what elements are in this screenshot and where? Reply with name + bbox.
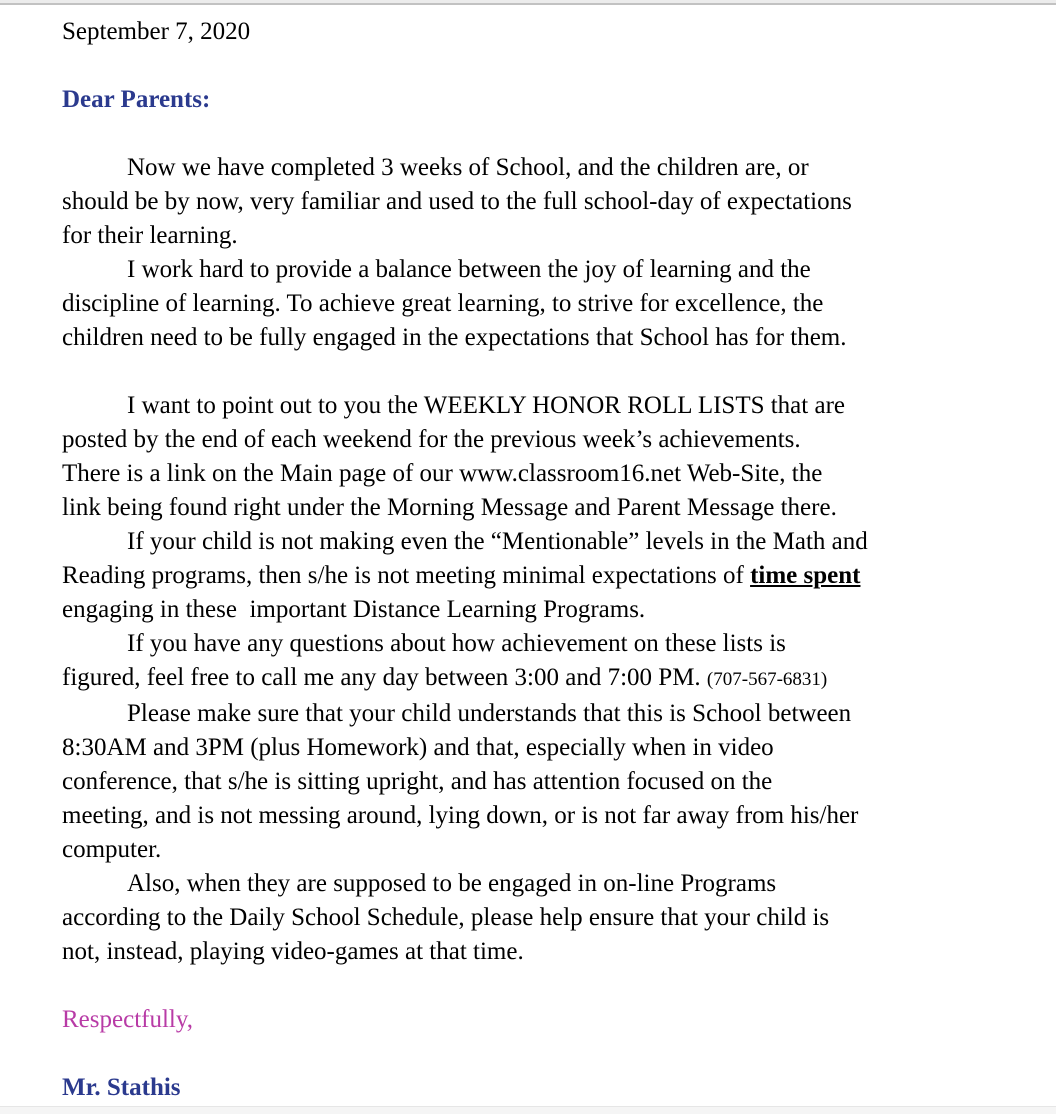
letter-line — [62, 457, 1008, 491]
letter-line — [62, 491, 1008, 525]
letter-date: September 7, 2020 — [62, 18, 251, 45]
letter-line — [62, 765, 1008, 799]
text-segment: not, instead, playing video-games at that time. — [62, 938, 524, 965]
text-segment: Now we have completed 3 weeks of School, and the children are, or — [127, 154, 809, 181]
text-segment: should be by now, very familiar and used to the full school-day of expectations — [62, 188, 852, 215]
text-segment: children need to be fully engaged in the expectations that School has for them. — [62, 324, 847, 351]
letter-line — [62, 731, 1008, 765]
text-segment: Also, when they are supposed to be engaged in on-line Programs — [127, 870, 777, 897]
letter-line — [62, 321, 1008, 355]
blank-line — [62, 49, 1008, 83]
letter-line — [62, 697, 1008, 731]
text-segment: according to the Daily School Schedule, please help ensure that your child is — [62, 904, 830, 931]
letter — [0, 5, 1056, 1105]
letter-line — [62, 627, 1008, 661]
text-segment: If your child is not making even the “Mentionable” levels in the Math and — [127, 528, 868, 555]
letter-line — [62, 833, 1008, 867]
text-segment: figured, feel free to call me any day between 3:00 and 7:00 PM. — [62, 664, 707, 691]
text-segment: 8:30AM and 3PM (plus Homework) and that, especially when in video — [62, 734, 774, 761]
letter-line — [62, 219, 1008, 253]
text-segment: engaging in these important Distance Learning Programs. — [62, 596, 646, 623]
emphasized-text: time spent — [750, 562, 861, 589]
text-segment: conference, that s/he is sitting upright, and has attention focused on the — [62, 768, 773, 795]
letter-line — [62, 389, 1008, 423]
letter-line — [62, 525, 1008, 559]
text-segment: for their learning. — [62, 222, 238, 249]
letter-line — [62, 423, 1008, 457]
blank-line — [62, 355, 1008, 389]
letter-line — [62, 799, 1008, 833]
text-segment: Please make sure that your child understands that this is School between — [127, 700, 852, 727]
letter-line — [62, 661, 1008, 697]
window-bottom-edge — [0, 1106, 1056, 1114]
letter-body — [62, 151, 1008, 969]
text-segment: I want to point out to you the WEEKLY HONOR ROLL LISTS that are — [127, 392, 845, 419]
text-segment: posted by the end of each weekend for the previous week’s achievements. — [62, 426, 801, 453]
letter-line — [62, 935, 1008, 969]
text-segment: I work hard to provide a balance between the joy of learning and the — [127, 256, 811, 283]
text-segment: link being found right under the Morning Message and Parent Message there. — [62, 494, 837, 521]
letter-line — [62, 185, 1008, 219]
letter-line — [62, 867, 1008, 901]
letter-signature: Mr. Stathis — [62, 1074, 181, 1101]
text-segment: Reading programs, then s/he is not meeting minimal expectations of — [62, 562, 751, 589]
letter-line — [62, 287, 1008, 321]
text-segment: If you have any questions about how achievement on these lists is — [127, 630, 786, 657]
blank-line — [62, 969, 1008, 1003]
text-segment: There is a link on the Main page of our www.classroom16.net Web-Site, the — [62, 460, 823, 487]
letter-line — [62, 151, 1008, 185]
letter-closing: Respectfully, — [62, 1006, 193, 1033]
letter-salutation: Dear Parents: — [62, 86, 211, 113]
text-segment: computer. — [62, 836, 162, 863]
phone-number: (707-567-6831) — [706, 669, 828, 690]
blank-line — [62, 117, 1008, 151]
letter-line — [62, 901, 1008, 935]
text-segment: meeting, and is not messing around, lying down, or is not far away from his/her — [62, 802, 859, 829]
letter-line — [62, 593, 1008, 627]
letter-line — [62, 253, 1008, 287]
blank-line — [62, 1037, 1008, 1071]
text-segment: discipline of learning. To achieve great learning, to strive for excellence, the — [62, 290, 824, 317]
letter-line — [62, 559, 1008, 593]
